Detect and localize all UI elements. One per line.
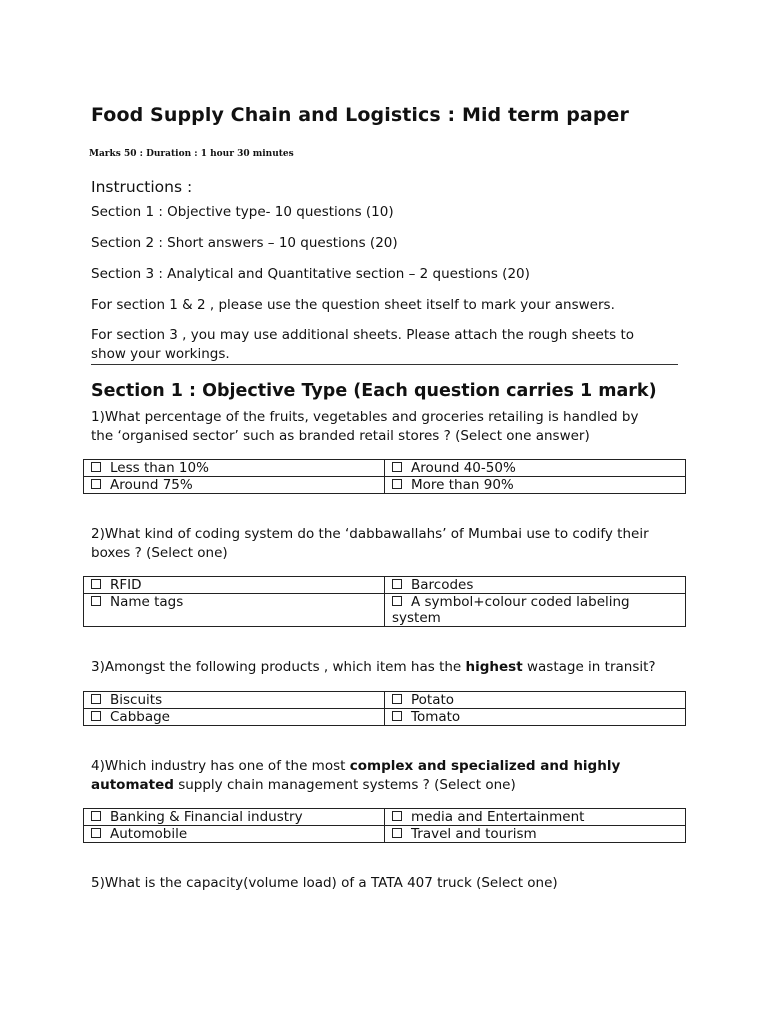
option-label: Cabbage — [110, 709, 170, 725]
option-cell[interactable] — [84, 709, 385, 726]
marks-duration: Marks 50 : Duration : 1 hour 30 minutes — [89, 149, 294, 159]
option-label: system — [392, 610, 441, 626]
checkbox-icon[interactable] — [91, 479, 101, 489]
instruction-line: For section 1 & 2 , please use the question sheet itself to mark your answers. — [91, 297, 615, 313]
option-cell[interactable] — [84, 826, 385, 843]
option-cell[interactable] — [84, 594, 385, 627]
question-text: 5)What is the capacity(volume load) of a TATA 407 truck (Select one) — [91, 875, 558, 891]
question-2 — [91, 525, 686, 562]
options-table — [83, 459, 686, 494]
question-text: 2)What kind of coding system do the ‘dabbawallahs’ of Mumbai use to codify their — [91, 526, 649, 542]
option-cell[interactable] — [385, 826, 686, 843]
checkbox-icon[interactable] — [392, 811, 402, 821]
page-title: Food Supply Chain and Logistics : Mid term paper — [91, 104, 630, 126]
option-label: Around 75% — [110, 477, 193, 493]
question-emphasis: complex and specialized and highly — [349, 758, 621, 774]
option-label: Name tags — [110, 594, 184, 610]
option-cell[interactable] — [84, 809, 385, 826]
option-label: Barcodes — [411, 577, 474, 593]
checkbox-icon[interactable] — [91, 811, 101, 821]
option-cell[interactable] — [385, 577, 686, 594]
checkbox-icon[interactable] — [392, 694, 402, 704]
option-label: Potato — [411, 692, 455, 708]
divider — [91, 364, 678, 365]
option-label: Less than 10% — [110, 460, 209, 476]
option-cell[interactable] — [84, 460, 385, 477]
checkbox-icon[interactable] — [91, 579, 101, 589]
option-label: More than 90% — [411, 477, 514, 493]
question-emphasis: highest — [465, 659, 523, 675]
instruction-line: Section 1 : Objective type- 10 questions (10) — [91, 204, 394, 220]
checkbox-icon[interactable] — [91, 596, 101, 606]
checkbox-icon[interactable] — [392, 579, 402, 589]
question-text: the ‘organised sector’ such as branded retail stores ? (Select one answer) — [91, 427, 590, 444]
options-table — [83, 576, 686, 627]
options-table — [83, 691, 686, 726]
checkbox-icon[interactable] — [392, 596, 402, 606]
option-label: media and Entertainment — [411, 809, 585, 825]
option-label: Around 40-50% — [411, 460, 516, 476]
instruction-line: Section 2 : Short answers – 10 questions (20) — [91, 235, 398, 251]
option-label: Biscuits — [110, 692, 163, 708]
question-5 — [91, 874, 686, 893]
option-cell[interactable] — [385, 692, 686, 709]
instruction-line: show your workings. — [91, 346, 230, 362]
option-label: Travel and tourism — [411, 826, 537, 842]
question-text: boxes ? (Select one) — [91, 544, 228, 561]
option-label: Banking & Financial industry — [110, 809, 303, 825]
option-label: A symbol+colour coded labeling — [411, 594, 630, 610]
instruction-line: For section 3 , you may use additional sheets. Please attach the rough sheets to — [91, 327, 634, 343]
option-cell[interactable] — [84, 577, 385, 594]
option-label: Tomato — [411, 709, 461, 725]
question-4 — [91, 757, 686, 794]
question-emphasis: automated — [91, 776, 174, 793]
question-text: supply chain management systems ? (Select one) — [173, 776, 516, 793]
option-cell[interactable] — [385, 460, 686, 477]
checkbox-icon[interactable] — [392, 828, 402, 838]
question-1 — [91, 408, 686, 445]
option-cell[interactable] — [385, 709, 686, 726]
option-cell[interactable] — [385, 477, 686, 494]
checkbox-icon[interactable] — [392, 462, 402, 472]
question-text: 1)What percentage of the fruits, vegetables and groceries retailing is handled by — [91, 409, 639, 425]
checkbox-icon[interactable] — [91, 694, 101, 704]
option-cell[interactable] — [84, 692, 385, 709]
instructions-heading: Instructions : — [91, 178, 193, 196]
option-cell[interactable] — [385, 594, 686, 627]
question-3 — [91, 658, 686, 677]
question-text: wastage in transit? — [522, 659, 656, 675]
checkbox-icon[interactable] — [91, 711, 101, 721]
option-cell[interactable] — [385, 809, 686, 826]
instruction-line: Section 3 : Analytical and Quantitative section – 2 questions (20) — [91, 266, 530, 282]
checkbox-icon[interactable] — [392, 479, 402, 489]
option-cell[interactable] — [84, 477, 385, 494]
option-label: Automobile — [110, 826, 188, 842]
checkbox-icon[interactable] — [392, 711, 402, 721]
question-text: 4)Which industry has one of the most — [91, 758, 350, 774]
section-heading: Section 1 : Objective Type (Each question carries 1 mark) — [91, 381, 657, 401]
option-label: RFID — [110, 577, 142, 593]
question-text: 3)Amongst the following products , which item has the — [91, 659, 466, 675]
checkbox-icon[interactable] — [91, 828, 101, 838]
checkbox-icon[interactable] — [91, 462, 101, 472]
options-table — [83, 808, 686, 843]
